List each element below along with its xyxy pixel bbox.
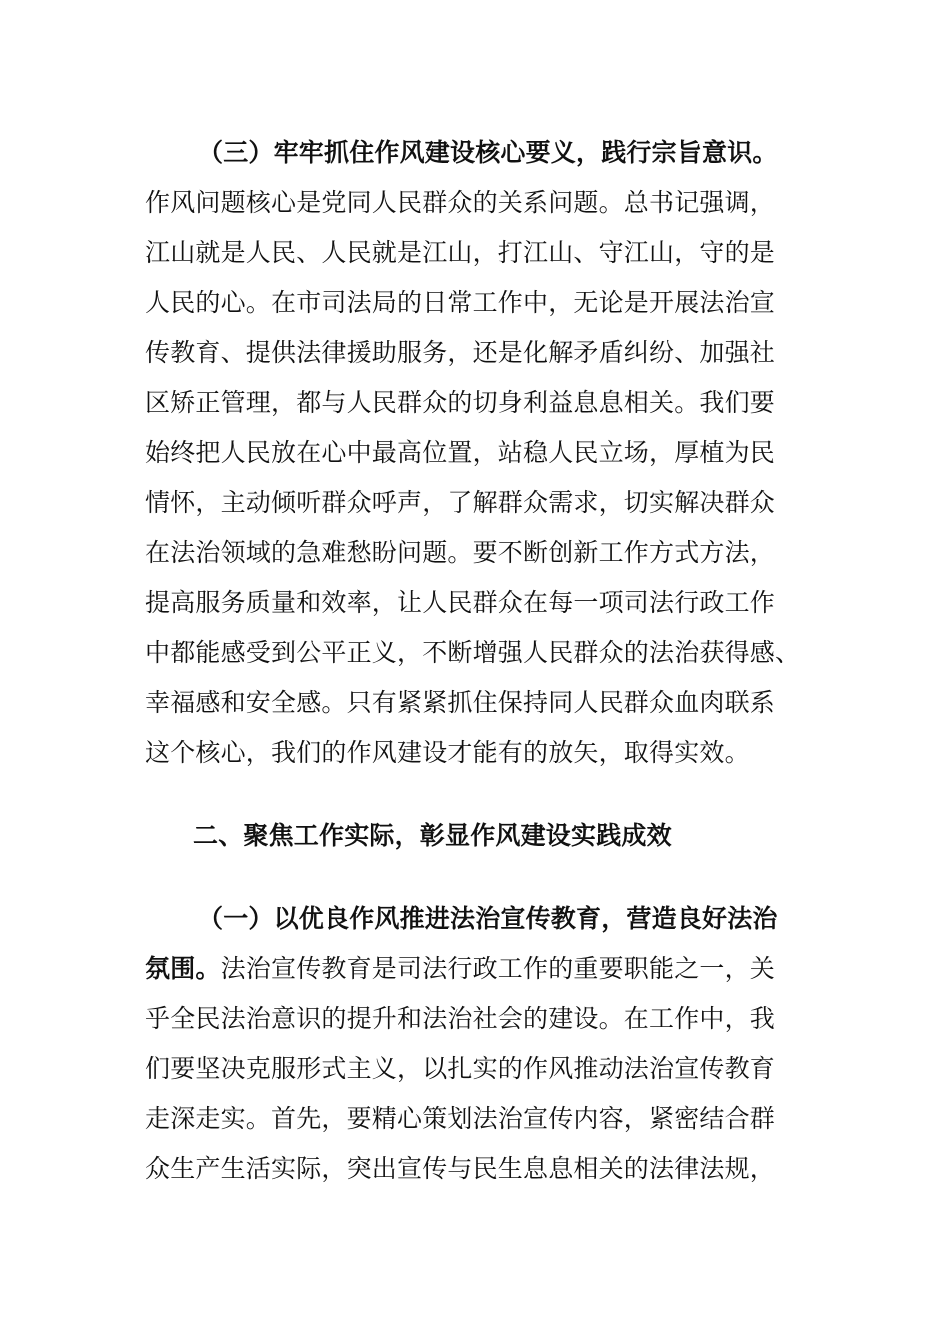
- paragraph-line: 中都能感受到公平正义，不断增强人民群众的法治获得感、: [145, 638, 801, 667]
- paragraph-line: 走深走实。首先，要精心策划法治宣传内容，紧密结合群: [145, 1104, 776, 1133]
- part-2-heading: 二、聚焦工作实际，彰显作风建设实践成效: [193, 821, 672, 850]
- paragraph-line: 这个核心，我们的作风建设才能有的放矢，取得实效。: [145, 738, 750, 767]
- paragraph-line: 江山就是人民、人民就是江山，打江山、守江山，守的是: [145, 238, 776, 267]
- paragraph-line: 区矫正管理，都与人民群众的切身利益息息相关。我们要: [145, 388, 776, 417]
- paragraph-line: 情怀，主动倾听群众呼声，了解群众需求，切实解决群众: [145, 488, 776, 517]
- paragraph-line: 作风问题核心是党同人民群众的关系问题。总书记强调，: [145, 188, 776, 217]
- paragraph-line: 始终把人民放在心中最高位置，站稳人民立场，厚植为民: [145, 438, 776, 467]
- paragraph-line: 人民的心。在市司法局的日常工作中，无论是开展法治宣: [145, 288, 776, 317]
- section-1-title: （一）以优良作风推进法治宣传教育，营造良好法治: [198, 904, 778, 933]
- paragraph-line: 们要坚决克服形式主义，以扎实的作风推动法治宣传教育: [145, 1054, 776, 1083]
- paragraph-line: 幸福感和安全感。只有紧紧抓住保持同人民群众血肉联系: [145, 688, 776, 717]
- paragraph-line: 乎全民法治意识的提升和法治社会的建设。在工作中，我: [145, 1004, 776, 1033]
- paragraph-line-mixed: [145, 944, 805, 994]
- paragraph-line: 传教育、提供法律援助服务，还是化解矛盾纠纷、加强社: [145, 338, 776, 367]
- section-3-title: （三）牢牢抓住作风建设核心要义，践行宗旨意识。: [198, 138, 778, 167]
- section-1-title-end: 氛围。: [145, 954, 221, 983]
- paragraph-line: 众生产生活实际，突出宣传与民生息息相关的法律法规，: [145, 1154, 776, 1183]
- paragraph-line: 在法治领域的急难愁盼问题。要不断创新工作方式方法，: [145, 538, 776, 567]
- paragraph-text: 法治宣传教育是司法行政工作的重要职能之一，关: [220, 954, 776, 983]
- paragraph-line: 提高服务质量和效率，让人民群众在每一项司法行政工作: [145, 588, 776, 617]
